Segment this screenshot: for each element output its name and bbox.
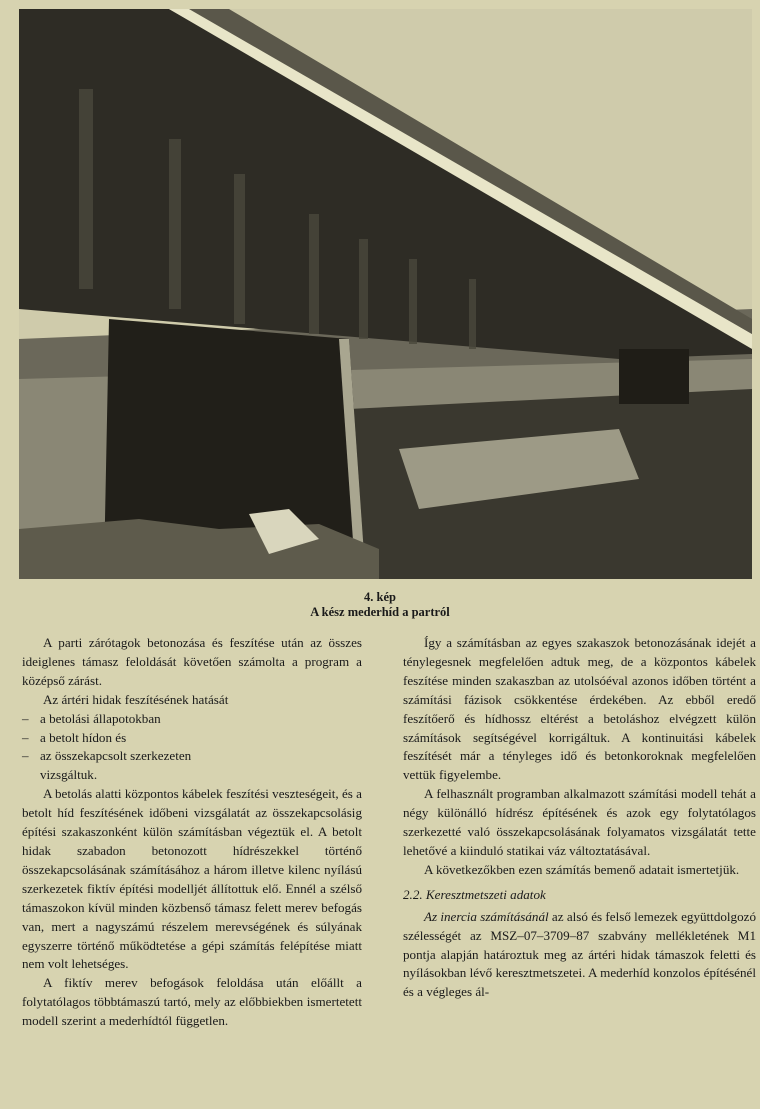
paragraph: A következőkben ezen számítás bemenő adatait ismertetjük. [423,861,740,877]
dash-item: – az összekapcsolt szerkezeten [22,748,192,764]
left-column [22,634,362,1031]
right-column [403,634,756,1002]
paragraph [403,908,756,1003]
italic-lead: Az inercia számításánál [423,908,549,924]
paragraph: A parti zárótagok betonozása és feszítése után az összes ideiglenes támasz feloldását követően számolta a program a középső zárást. [22,635,362,688]
figure-number: 4. kép [364,590,396,604]
paragraph-rest: az alsó és felső lemezek együttdolgozó szélességét az MSZ–07–3709–87 szabvány mellékletének M1 pontja alapján határoztuk meg az ártéri hidak támaszok feletti és nyílásokban lévő keresztmetszetei. A mederhíd konzolos építésénél és a végleges ál- [403,908,757,1000]
dash-item: – a betolt hídon és [22,729,127,745]
section-heading: 2.2. Keresztmetszeti adatok [403,886,546,902]
bridge-photo [19,9,752,579]
figure-title: A kész mederhíd a partról [310,605,450,619]
paragraph: Így a számításban az egyes szakaszok betonozásának idejét a ténylegesnek megfelelően adtuk meg, de a központos kábelek feszítése minden szakaszban az utolsóéval azonos időben történt a számítási fázisok csökkentése érdekében. Az ebből eredő feszítőerő és hídhossz eltérést a betoláshoz elvégzett külön számítások segítségével korrigáltuk. A kontinuitási kábelek feszítését már a tényleges idő és betonkoroknak megfelelően vettük figyelembe. [403,635,756,783]
paragraph: vizsgáltuk. [40,767,98,783]
dash-item: – a betolási állapotokban [22,710,161,726]
paragraph: A betolás alatti központos kábelek feszítési veszteségeit, és a betolt híd feszítésének időbeni vizsgálatát az összekapcsolásig építési szakaszonként külön számításban végeztük el. A betolt hidak szabadon betonozott hídrészekkel történő összekapcsolásának számításához a három illetve kilenc nyílású szerkezetek fiktív építési modelljét állítottuk elő. Ennél a szélső támaszokon kívül minden közbenső támasz felett merev befogás van, mert a nagyszámú részelem merevségének és súlyának egyszerre történő működtetése a gépi számítás felépítése miatt nem volt lehetséges. [22,786,362,972]
figure-caption [0,590,760,620]
paragraph: A fiktív merev befogások feloldása után előállt a folytatólagos többtámaszú tartó, mely az előbbiekben ismertetett modell szerint a mederhídtól független. [22,975,362,1029]
paragraph: Az ártéri hidak feszítésének hatását [42,691,229,707]
paragraph: A felhasznált programban alkalmazott számítási modell tehát a négy különálló hídrész építésének és azok egy folytatólagos szerkezetté való összekapcsolásának folyamatos vizsgálatát tette lehetővé a kiinduló statikai váz változtatásával. [403,786,756,858]
